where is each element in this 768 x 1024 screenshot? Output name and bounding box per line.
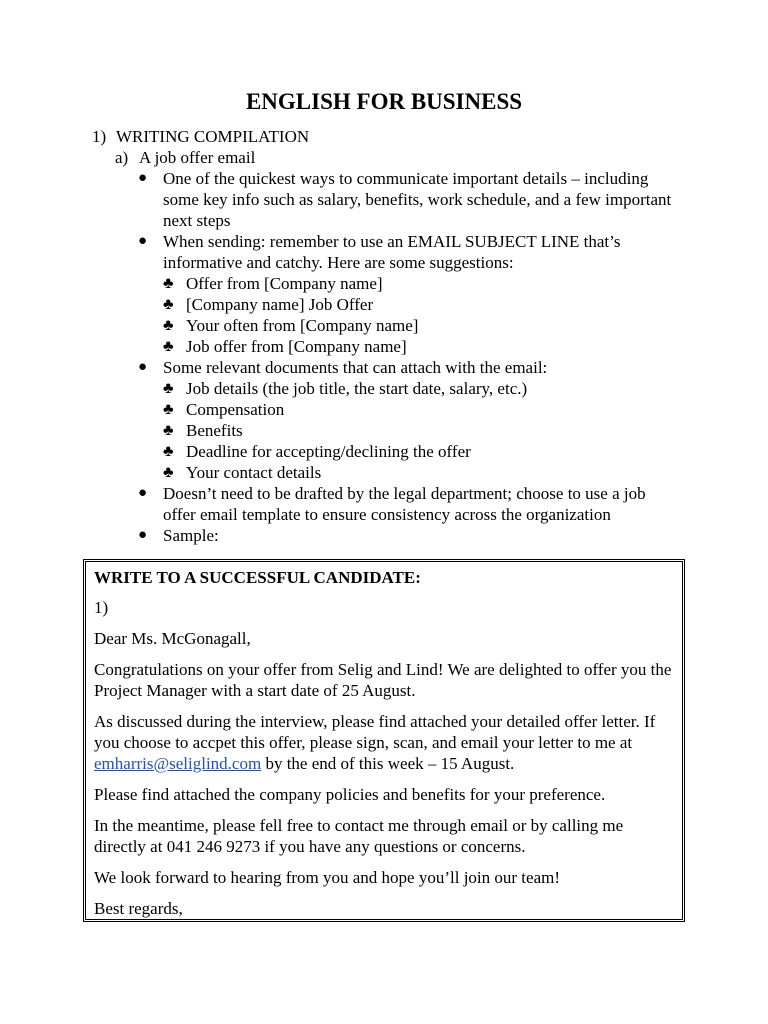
sub-bullet-text: [Company name] Job Offer (186, 295, 374, 314)
outline (92, 126, 692, 546)
bullet-icon: ● (138, 233, 148, 249)
club-icon: ♣ (163, 338, 174, 355)
sub-bullet-item (92, 420, 692, 441)
email-greeting: Dear Ms. McGonagall, (94, 629, 251, 648)
bullet-item (92, 483, 673, 525)
bullet-text: Sample: (163, 526, 219, 545)
sub-bullet-text: Job details (the job title, the start date, salary, etc.) (186, 379, 528, 398)
bullet-item (92, 357, 673, 378)
subsection-label: A job offer email (139, 148, 256, 167)
sub-bullet-text: Compensation (186, 400, 285, 419)
email-paragraph (94, 711, 674, 774)
sub-bullet-text: Your often from [Company name] (186, 316, 419, 335)
sub-bullet-item (92, 378, 692, 399)
subsection-heading (92, 147, 692, 168)
sub-bullet-text: Your contact details (186, 463, 322, 482)
sub-bullet-item (92, 315, 692, 336)
club-icon: ♣ (163, 443, 174, 460)
bullet-icon: ● (138, 170, 148, 186)
bullet-text: Some relevant documents that can attach with the email: (163, 358, 548, 377)
email-link[interactable]: emharris@seliglind.com (94, 754, 262, 773)
sample-heading: WRITE TO A SUCCESSFUL CANDIDATE: (94, 568, 421, 587)
sub-bullet-item (92, 462, 692, 483)
sub-bullet-item (92, 399, 692, 420)
sample-email-box (83, 559, 685, 922)
bullet-icon: ● (138, 359, 148, 375)
email-closing: Best regards, (94, 899, 183, 918)
bullet-text: Doesn’t need to be drafted by the legal department; choose to use a job offer email template to ensure consistency across the organization (163, 484, 646, 524)
sub-bullet-item (92, 441, 692, 462)
subsection-number: a) (115, 148, 129, 167)
club-icon: ♣ (163, 275, 174, 292)
section-heading (92, 126, 692, 147)
club-icon: ♣ (163, 401, 174, 418)
email-text: As discussed during the interview, please find attached your detailed offer letter. If you choose to accpet this offer, please sign, scan, and email your letter to me at (94, 712, 656, 752)
email-paragraph: Congratulations on your offer from Selig and Lind! We are delighted to offer you the Project Manager with a start date of 25 August. (94, 660, 672, 700)
page-title: ENGLISH FOR BUSINESS (245, 89, 523, 114)
sub-bullet-text: Deadline for accepting/declining the offer (186, 442, 471, 461)
club-icon: ♣ (163, 464, 174, 481)
sub-bullet-text: Job offer from [Company name] (186, 337, 407, 356)
sub-bullet-item (92, 294, 692, 315)
email-text: by the end of this week – 15 August. (261, 754, 515, 773)
bullet-item (92, 525, 673, 546)
club-icon: ♣ (163, 422, 174, 439)
email-paragraph: In the meantime, please fell free to contact me through email or by calling me directly at 041 246 9273 if you have any questions or concerns. (94, 816, 624, 856)
section-number: 1) (92, 127, 107, 146)
bullet-item (92, 231, 673, 273)
bullet-icon: ● (138, 527, 148, 543)
bullet-item (92, 168, 673, 231)
bullet-text: One of the quickest ways to communicate important details – including some key info such as salary, benefits, work schedule, and a few important next steps (163, 169, 672, 230)
sample-number: 1) (94, 598, 109, 617)
sub-bullet-text: Benefits (186, 421, 243, 440)
email-paragraph: We look forward to hearing from you and hope you’ll join our team! (94, 868, 561, 887)
club-icon: ♣ (163, 317, 174, 334)
bullet-icon: ● (138, 485, 148, 501)
bullet-text: When sending: remember to use an EMAIL SUBJECT LINE that’s informative and catchy. Here are some suggestions: (163, 232, 621, 272)
club-icon: ♣ (163, 296, 174, 313)
sub-bullet-item (92, 273, 692, 294)
email-paragraph: Please find attached the company policies and benefits for your preference. (94, 785, 606, 804)
section-label: WRITING COMPILATION (116, 127, 310, 146)
sub-bullet-text: Offer from [Company name] (186, 274, 383, 293)
club-icon: ♣ (163, 380, 174, 397)
sub-bullet-item (92, 336, 692, 357)
